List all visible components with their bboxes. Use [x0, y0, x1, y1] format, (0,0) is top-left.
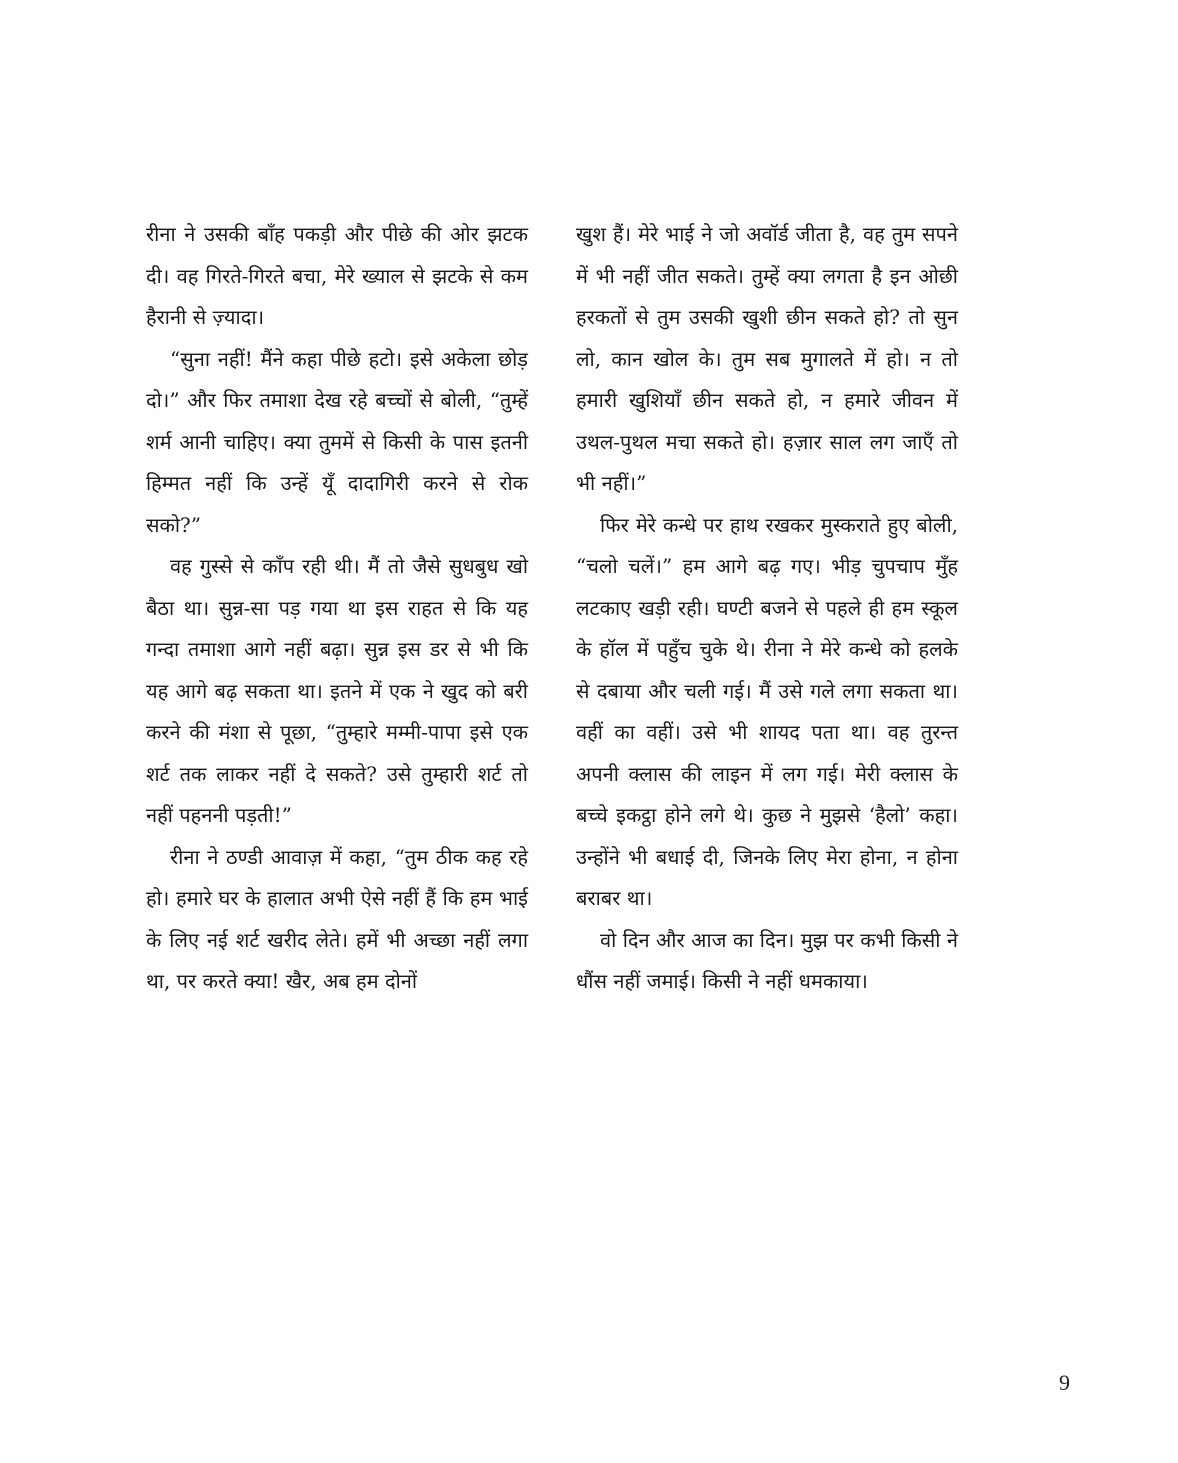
- paragraph: वो दिन और आज का दिन। मुझ पर कभी किसी ने धौंस नहीं जमाई। किसी ने नहीं धमकाया।: [576, 927, 958, 993]
- page-number: 9: [1059, 1370, 1070, 1395]
- paragraph: फिर मेरे कन्धे पर हाथ रखकर मुस्कराते हुए बोली, “चलो चलें।” हम आगे बढ़ गए। भीड़ चुपचाप मुँह लटकाए खड़ी रही। घण्टी बजने से पहले ही हम स्कूल के हॉल में पहुँच चुके थे। रीना ने मेरे कन्धे को हलके से दबाया और चली गई। मैं उसे गले लगा सकता था। वहीं का वहीं। उसे भी शायद पता था। वह तुरन्त अपनी क्लास की लाइन में लग गई। मेरी क्लास के बच्चे इकट्ठा होने लगे थे। कुछ ने मुझसे ‘हैलो’ कहा। उन्होंने भी बधाई दी, जिनके लिए मेरा होना, न होना बराबर था।: [576, 512, 958, 910]
- paragraph: खुश हैं। मेरे भाई ने जो अवॉर्ड जीता है, वह तुम सपने में भी नहीं जीत सकते। तुम्हें क्या लगता है इन ओछी हरकतों से तुम उसकी खुशी छीन सकते हो? तो सुन लो, कान खोल के। तुम सब मुगालते में हो। न तो हमारी खुशियाँ छीन सकते हो, न हमारे जीवन में उथल-पुथल मचा सकते हो। हज़ार साल लग जाएँ तो भी नहीं।”: [576, 222, 958, 495]
- paragraph: रीना ने उसकी बाँह पकड़ी और पीछे की ओर झटक दी। वह गिरते-गिरते बचा, मेरे ख्याल से झटके से कम हैरानी से ज़्यादा।: [146, 222, 528, 329]
- paragraph: “सुना नहीं! मैंने कहा पीछे हटो। इसे अकेला छोड़ दो।” और फिर तमाशा देख रहे बच्चों से बोली, “तुम्हें शर्म आनी चाहिए। क्या तुममें से किसी के पास इतनी हिम्मत नहीं कि उन्हें यूँ दादागिरी करने से रोक सको?”: [146, 346, 528, 537]
- right-column: [576, 214, 958, 1003]
- paragraph: वह गुस्से से काँप रही थी। मैं तो जैसे सुधबुध खो बैठा था। सुन्न-सा पड़ गया था इस राहत से कि यह गन्दा तमाशा आगे नहीं बढ़ा। सुन्न इस डर से भी कि यह आगे बढ़ सकता था। इतने में एक ने खुद को बरी करने की मंशा से पूछा, “तुम्हारे मम्मी-पापा इसे एक शर्ट तक लाकर नहीं दे सकते? उसे तुम्हारी शर्ट तो नहीं पहननी पड़ती!”: [146, 554, 528, 827]
- paragraph: रीना ने ठण्डी आवाज़ में कहा, “तुम ठीक कह रहे हो। हमारे घर के हालात अभी ऐसे नहीं हैं कि हम भाई के लिए नई शर्ट खरीद लेते। हमें भी अच्छा नहीं लगा था, पर करते क्या! खैर, अब हम दोनों: [146, 844, 528, 993]
- left-column: [146, 214, 528, 1003]
